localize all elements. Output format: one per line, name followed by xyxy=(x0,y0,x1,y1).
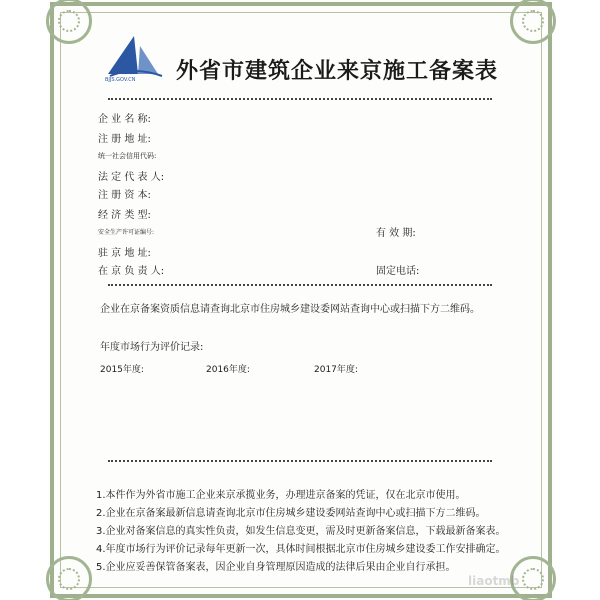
year-2015-label: 2015年度: xyxy=(100,365,144,375)
field-registered-capital: 注 册 资 本: xyxy=(98,190,151,201)
field-registered-address: 注 册 地 址: xyxy=(98,134,151,145)
field-company-name: 企 业 名 称: xyxy=(98,114,151,125)
document-title: 外省市建筑企业来京施工备案表 xyxy=(176,59,499,84)
field-beijing-address: 驻 京 地 址: xyxy=(98,248,151,259)
note-3: 3.企业对备案信息的真实性负责，如发生信息变更，需及时更新备案信息，下载最新备案表。 xyxy=(96,526,506,537)
qualification-notice: 企业在京备案资质信息请查询北京市住房城乡建设委网站查询中心或扫描下方二维码。 xyxy=(100,304,480,315)
divider-middle xyxy=(108,284,492,286)
corner-ornament-bottom-left xyxy=(46,556,92,600)
corner-ornament-top-left xyxy=(46,0,92,44)
bjjs-logo xyxy=(104,30,166,82)
note-5: 5.企业应妥善保管备案表，因企业自身管理原因造成的法律后果由企业自行承担。 xyxy=(96,562,456,573)
year-2017-label: 2017年度: xyxy=(314,365,358,375)
watermark: liaotmb xyxy=(468,574,520,588)
note-2: 2.企业在京备案最新信息请查询北京市住房城乡建设委网站查询中心或扫描下方二维码。 xyxy=(96,508,486,519)
field-credit-code: 统一社会信用代码: xyxy=(98,152,157,160)
field-economic-type: 经 济 类 型: xyxy=(98,210,151,221)
field-safety-license: 安全生产许可证编号: xyxy=(98,229,155,236)
field-beijing-manager: 在 京 负 责 人: xyxy=(98,266,165,277)
annual-record-label: 年度市场行为评价记录: xyxy=(100,342,204,353)
logo-text: BJJS.GOV.CN xyxy=(105,77,136,82)
corner-ornament-top-right xyxy=(510,0,556,44)
field-legal-rep: 法 定 代 表 人: xyxy=(98,172,165,183)
divider-top xyxy=(108,98,492,100)
field-validity: 有 效 期: xyxy=(376,228,416,239)
year-2016-label: 2016年度: xyxy=(206,365,250,375)
note-4: 4.年度市场行为评价记录每年更新一次，具体时间根据北京市住房城乡建设委工作安排确定。 xyxy=(96,544,506,555)
field-landline: 固定电话: xyxy=(376,266,420,277)
note-1: 1.本件作为外省市施工企业来京承揽业务，办理进京备案的凭证，仅在北京市使用。 xyxy=(96,490,466,501)
divider-bottom xyxy=(108,460,492,462)
